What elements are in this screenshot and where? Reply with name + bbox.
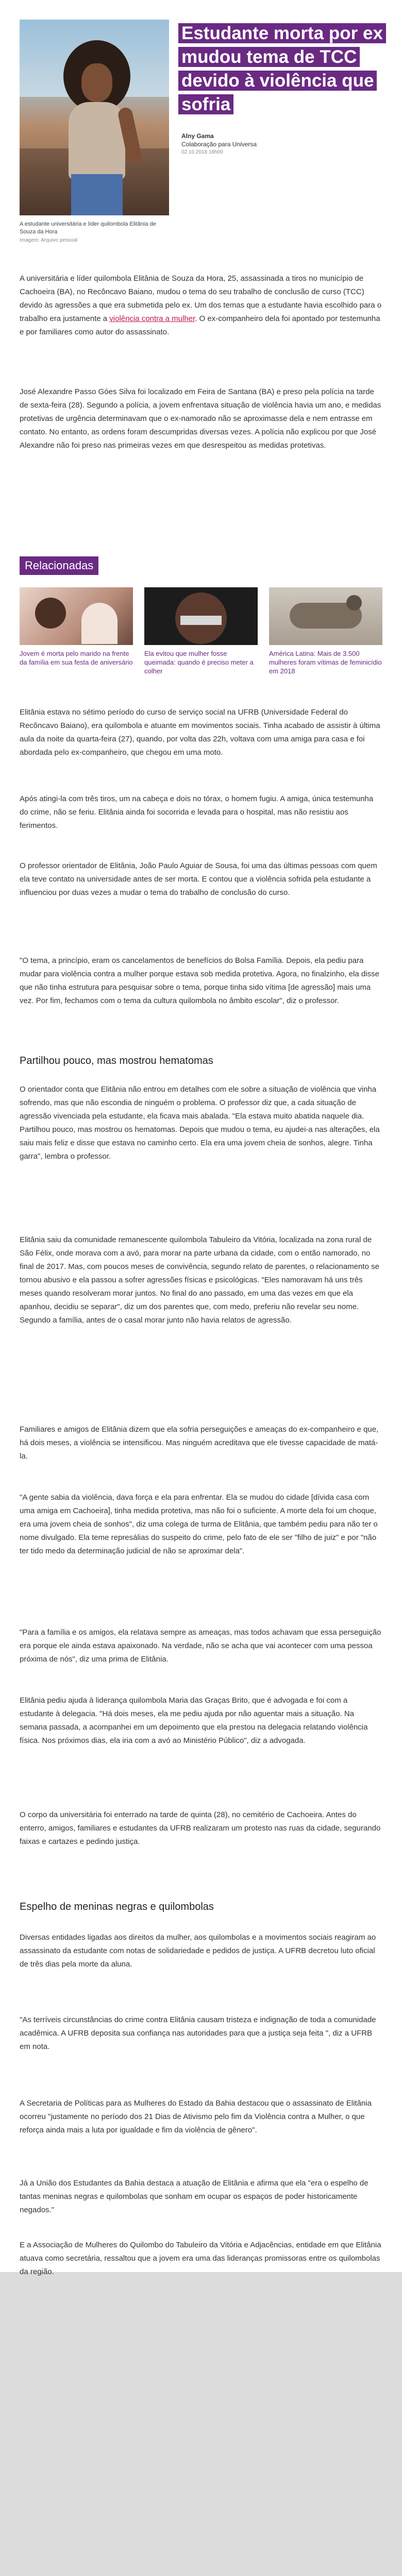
paragraph-7: O orientador conta que Elitânia não entrou em detalhes com ele sobre a situação de violência que vinha sofrendo, mas que não escondia de ninguém o problema. O professor diz que, a cada situação de agressão vivenciada pela estudante, ela ficava mais abalada. "Ela estava muito abatida naquele dia. Partilhou pouco, mas mostrou os hematomas. Depois que mudou o tema, eu ajudei-a nas alterações, ela saiu mais feliz e disse que estava no caminho certo. Ela era uma jovem cheia de sonhos, alegre. Tinha garra", lembra o professor. <box>20 1085 380 1161</box>
related-thumb[interactable] <box>269 587 382 645</box>
paragraph-6: "O tema, a princípio, eram os cancelamentos de benefícios do Bolsa Família. Depois, ela pediu para mudar para violência contra a mulher porque estava sob medida protetiva. Agora, no finalzinho, ela disse que não tinha estrutura para pesquisar sobre o tema, porque tinha sido vítima [de agressão] mais uma vez. Por fim, fechamos com o tema da cultura quilombola no âmbito escolar", diz o professor. <box>20 956 379 1005</box>
publish-date: 02.10.2018 18h00 <box>181 149 223 155</box>
page-title: Estudante morta por ex mudou tema de TCC devido à violência que sofria <box>181 23 383 114</box>
hero-caption: A estudante universitária e líder quilombola Elitânia de Souza da Hora <box>20 221 156 235</box>
gray-overlay <box>0 2272 402 2576</box>
author-block <box>181 132 257 148</box>
related-title[interactable]: Ela evitou que mulher fosse queimada: quando é preciso meter a colher <box>144 650 254 675</box>
hero-photo[interactable] <box>20 20 169 215</box>
subhead-espelho: Espelho de meninas negras e quilombolas <box>20 1901 214 1912</box>
related-title[interactable]: América Latina: Mais de 3.500 mulheres foram vítimas de feminicídio em 2018 <box>269 650 382 675</box>
author-name[interactable]: Alny Gama <box>181 132 214 140</box>
paragraph-10: "A gente sabia da violência, dava força e ela para enfrentar. Ela se mudou do cidade [dívida casa com uma amiga em Cachoeira], tinha medida protetiva, mas não foi o suficiente. A morte dela foi um choque, era uma jovem cheia de sonhos", diz uma colega de turma de Elitânia, que também pediu para não ter o nome divulgado. Ela teme represálias do suspeito do crime, pelo fato de ele ser "filho de juiz" e por "não ter tido medo da determinação judicial de não se aproximar dela". <box>20 1493 378 1555</box>
related-item[interactable] <box>20 587 133 667</box>
author-org: Colaboração para Universa <box>181 141 257 148</box>
paragraph-13: O corpo da universitária foi enterrado na tarde de quinta (28), no cemitério de Cachoeira. Antes do enterro, amigos, familiares e estudantes da UFRB realizaram um protesto nas ruas da cidade, segurando faixas e cartazes e pedindo justiça. <box>20 1810 381 1846</box>
paragraph-11: "Para a família e os amigos, ela relatava sempre as ameaças, mas todos achavam que essa perseguição era porque ele ainda estava apaixonado. Na verdade, não se acha que vai acontecer com uma pessoa próxima de nós", diz uma prima de Elitânia. <box>20 1628 381 1664</box>
hero-credit: Imagem: Arquivo pessoal <box>20 238 78 243</box>
paragraph-5: O professor orientador de Elitânia, João Paulo Aguiar de Sousa, foi uma das últimas pessoas com quem ela teve contato na universidade antes de ser morta. E contou que a violência sofrida pela estudante a influenciou por duas vezes a mudar o tema do trabalho de conclusão do curso. <box>20 861 377 897</box>
related-item[interactable] <box>269 587 382 675</box>
paragraph-1-b: . O ex-companheiro dela foi apontado por testemunha e por familiares como autor do assassinato. <box>20 314 380 336</box>
photo-pants <box>71 174 123 215</box>
paragraph-8: Elitânia saiu da comunidade remanescente quilombola Tabuleiro da Vitória, localizada na zona rural de São Félix, onde morava com a avó, para morar na parte urbana da cidade, com o então namorado, no final de 2017. Mas, com poucos meses de convivência, segundo relato de parentes, o relacionamento se tornou abusivo e ela passou a sofrer agressões físicas e psicológicas. "Eles namoravam há uns três meses quando resolveram morar juntos. No final do ano passado, em uma das vezes em que ela apanhou, decidiu se separar", diz um dos parentes que, com medo, preferiu não revelar seu nome. Segundo a família, antes de o casal morar junto não havia relatos de agressão. <box>20 1235 379 1325</box>
paragraph-3: Elitânia estava no sétimo período do curso de serviço social na UFRB (Universidade Federal do Recôncavo Baiano), era quilombola e atuante em movimentos sociais. Tinha acabado de assistir à última aula da noite da quarta-feira (27), quando, por volta das 22h, voltava com uma amiga para casa e foi abordada pelo ex-companheiro, que chegou em uma moto. <box>20 708 380 757</box>
related-thumb[interactable] <box>20 587 133 645</box>
paragraph-16: A Secretaria de Políticas para as Mulheres do Estado da Bahia destacou que o assassinato de Elitânia ocorreu "justamente no período dos 21 Dias de Ativismo pelo fim da Violência contra a Mulher, o que reforça ainda mais a luta por igualdade e fim da violência de gênero". <box>20 2099 372 2134</box>
related-thumb[interactable] <box>144 587 258 645</box>
paragraph-17: Já a União dos Estudantes da Bahia destaca a atuação de Elitânia e afirma que ela "era o espelho de tantas meninas negras e quilombolas que sonham em ocupar os espaços de poder historicamente negados." <box>20 2179 368 2214</box>
paragraph-14: Diversas entidades ligadas aos direitos da mulher, aos quilombolas e a movimentos sociais reagiram ao assassinato da estudante com notas de solidariedade e pedidos de justiça. A UFRB decretou luto oficial de três dias pela morte da aluna. <box>20 1933 376 1969</box>
related-item[interactable] <box>144 587 258 675</box>
paragraph-15: "As terríveis circunstâncias do crime contra Elitânia causam tristeza e indignação de toda a comunidade acadêmica. A UFRB deposita sua confiança nas autoridades para que a justiça seja feita ", diz a UFRB em nota. <box>20 2015 376 2051</box>
paragraph-18: E a Associação de Mulheres do Quilombo do Tabuleiro da Vitória e Adjacências, entidade em que Elitânia atuava como secretária, ressaltou que a jovem era uma das lideranças promissoras entre os quilombolas da região. <box>20 2241 381 2276</box>
paragraph-12: Elitânia pediu ajuda à liderança quilombola Maria das Graças Brito, que é advogada e foi com a estudante à delegacia. "Há dois meses, ela me pediu ajuda por não aguentar mais a situação. Na semana passada, a acompanhei em um depoimento que ela prestou na delegacia relatando violência física. Nos próximos dias, ela iria com a avó ao Ministério Público", diz a advogada. <box>20 1696 368 1745</box>
paragraph-4: Após atingi-la com três tiros, um na cabeça e dois no tórax, o homem fugiu. A amiga, única testemunha do crime, não se feriu. Elitânia ainda foi socorrida e levada para o hospital, mas não resistiu aos ferimentos. <box>20 794 374 830</box>
title-box <box>181 22 387 116</box>
paragraph-2: José Alexandre Passo Góes Silva foi localizado em Feira de Santana (BA) e preso pela polícia na tarde de sexta-feira (28). Segundo a polícia, a jovem enfrentava situação de violência havia um ano, e medidas protetivas de urgência determinavam que o ex-namorado não se aproximasse dela e nem entrasse em contato. No entanto, as ordens foram descumpridas diversas vezes. A polícia não explicou por que José Alexandre não foi preso nas primeiras vezes em que desrespeitou as medidas protetivas. <box>20 387 381 450</box>
paragraph-1-a: A universitária e líder quilombola Elitânia de Souza da Hora, 25, assassinada a tiros no município de Cachoeira (BA), no Recôncavo Baiano, mudou o tema do seu trabalho de conclusão de curso (TCC) devido às agressões a que era submetida pelo ex. Um dos temas que a estudante havia escolhido para o trabalho era justamente a <box>20 274 382 323</box>
related-section <box>20 556 98 575</box>
violence-link[interactable]: violência contra a mulher <box>109 314 195 323</box>
subhead-hematomas: Partilhou pouco, mas mostrou hematomas <box>20 1055 213 1066</box>
photo-face <box>81 63 112 102</box>
related-label: Relacionadas <box>20 556 98 575</box>
paragraph-1 <box>20 272 382 339</box>
paragraph-9: Familiares e amigos de Elitânia dizem que ela sofria perseguições e ameaças do ex-companheiro e que, há dois meses, a violência se intensificou. Mas ninguém acreditava que ele tivesse capacidade de matá-la. <box>20 1425 379 1461</box>
related-title[interactable]: Jovem é morta pelo marido na frente da família em sua festa de aniversário <box>20 650 133 666</box>
photo-body <box>69 102 125 179</box>
